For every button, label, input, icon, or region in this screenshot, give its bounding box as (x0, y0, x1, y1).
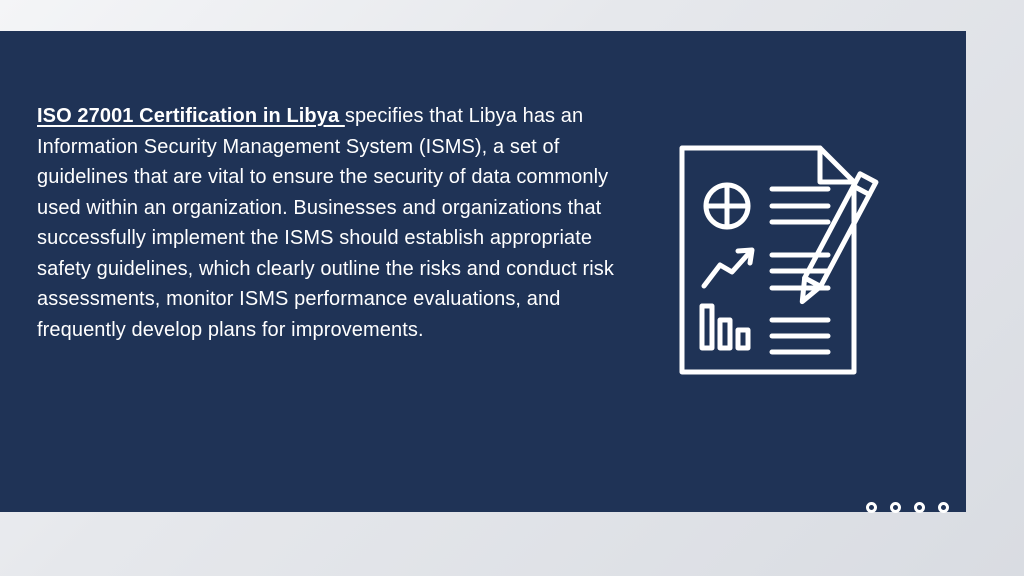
pagination-dot[interactable] (890, 502, 901, 513)
pagination-dot[interactable] (866, 502, 877, 513)
pagination-dots (866, 502, 949, 513)
slide-paragraph (37, 101, 647, 345)
pagination-dot[interactable] (938, 502, 949, 513)
paragraph-body: specifies that Libya has an Information Security Management System (ISMS), a set of guidelines that are vital to ensure the security of data commonly used within an organization. Businesses and organizations that successfully implement the ISMS should establish appropriate safety guidelines, which clearly outline the risks and conduct risk assessments, monitor ISMS performance evaluations, and frequently develop plans for improvements. (37, 105, 614, 341)
pagination-dot[interactable] (914, 502, 925, 513)
iso-certification-link[interactable]: ISO 27001 Certification in Libya (37, 105, 345, 127)
document-report-with-pencil-icon (672, 140, 912, 382)
